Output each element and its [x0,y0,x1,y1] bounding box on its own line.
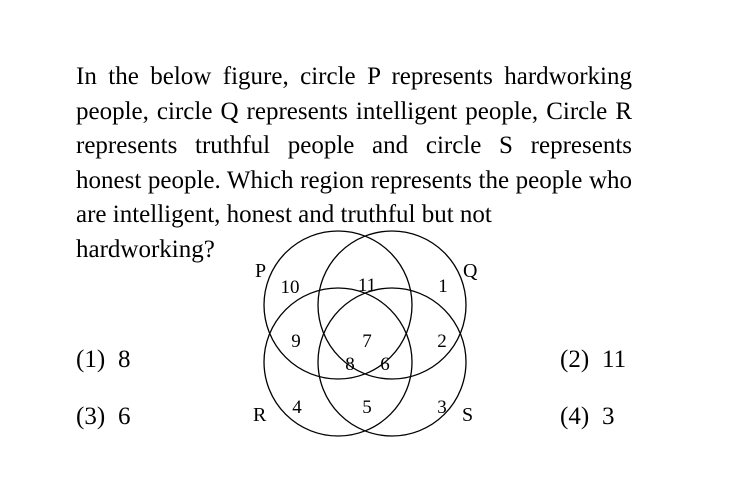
option-number: (3) [76,403,106,430]
region-number: 10 [280,277,300,298]
option-value: 3 [602,403,615,430]
question-line: people, circle Q represents intelligent people, Circle [76,97,608,125]
option-value: 11 [602,346,627,373]
circle-q [318,231,466,379]
option-number: (2) [560,346,590,373]
question-line: R represents truthful people and circle S represents [76,97,632,159]
region-number: 8 [345,354,355,375]
circle-label-q: Q [463,260,478,282]
question-line: honest people. Which region represents the people [76,166,583,194]
circle-r [264,288,412,436]
answer-option-3[interactable] [76,402,131,432]
option-number: (4) [560,403,590,430]
circle-label-r: R [253,404,267,426]
answer-option-4[interactable] [560,402,615,432]
region-number: 6 [380,354,390,375]
region-number: 7 [362,331,372,352]
circle-p [264,231,412,379]
answer-option-1[interactable] [76,345,131,375]
question-line: who are intelligent, honest and truthful but not [76,166,632,228]
region-number: 9 [291,331,301,352]
option-value: 8 [118,346,131,373]
circle-label-s: S [462,404,474,426]
question-line: hardworking? [76,235,215,263]
region-number: 11 [357,275,377,296]
option-number: (1) [76,346,106,373]
region-number: 2 [437,331,447,352]
question-line: In the below figure, circle P represents hardworking [76,63,632,90]
region-number: 5 [362,397,372,418]
circle-label-p: P [255,260,267,282]
answer-option-2[interactable] [560,345,626,375]
option-value: 6 [118,403,131,430]
region-number: 4 [292,397,302,418]
region-number: 1 [438,276,448,297]
region-number: 3 [437,397,447,418]
